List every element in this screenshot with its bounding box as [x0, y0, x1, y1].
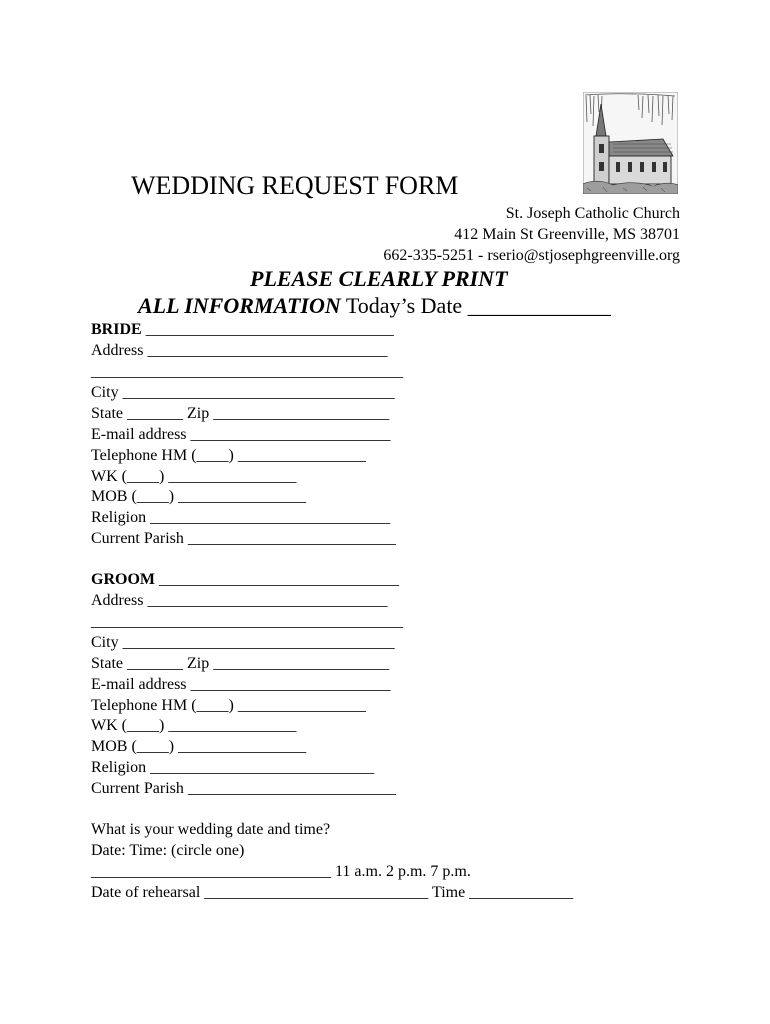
groom-work-phone-field[interactable]: WK (____) ________________ [91, 717, 297, 734]
bride-city-field[interactable]: City __________________________________ [91, 384, 395, 401]
church-illustration-icon [583, 92, 678, 194]
bride-work-phone-field[interactable]: WK (____) ________________ [91, 468, 297, 485]
bride-name-field[interactable] [91, 320, 394, 340]
instruction-line-2 [138, 293, 611, 319]
todays-date-field[interactable]: Today’s Date _____________ [340, 293, 611, 318]
groom-city-field[interactable]: City __________________________________ [91, 634, 395, 651]
bride-heading: BRIDE [91, 321, 142, 338]
church-address: 412 Main St Greenville, MS 38701 [454, 226, 680, 243]
bride-religion-field[interactable]: Religion ______________________________ [91, 509, 391, 526]
groom-email-field[interactable]: E-mail address _________________________ [91, 676, 391, 693]
groom-address-line-2[interactable]: _______________________________________ [91, 613, 403, 630]
bride-mobile-phone-field[interactable]: MOB (____) ________________ [91, 488, 307, 505]
groom-address-field[interactable]: Address ______________________________ [91, 592, 388, 609]
bride-state-zip-field[interactable]: State _______ Zip ______________________ [91, 405, 390, 422]
bride-address-line-2[interactable]: _______________________________________ [91, 363, 403, 380]
wedding-date-time-field[interactable]: ______________________________ 11 a.m. 2 p.m. 7 p.m. [91, 863, 471, 880]
instruction-emphasis: ALL INFORMATION [138, 293, 341, 318]
groom-home-phone-field[interactable]: Telephone HM (____) ________________ [91, 697, 366, 714]
groom-heading: GROOM [91, 571, 155, 588]
church-name: St. Joseph Catholic Church [505, 205, 680, 222]
groom-religion-field[interactable]: Religion ____________________________ [91, 759, 375, 776]
church-contact: 662-335-5251 - rserio@stjosephgreenville.org [383, 247, 680, 264]
bride-address-field[interactable]: Address ______________________________ [91, 342, 388, 359]
date-time-label: Date: Time: (circle one) [91, 842, 245, 859]
rehearsal-date-field[interactable]: Date of rehearsal ____________________________ Time _____________ [91, 884, 574, 901]
bride-email-field[interactable]: E-mail address _________________________ [91, 426, 391, 443]
groom-name-field[interactable] [91, 570, 399, 590]
groom-name-blank[interactable]: ______________________________ [155, 571, 399, 588]
groom-mobile-phone-field[interactable]: MOB (____) ________________ [91, 738, 307, 755]
wedding-date-question: What is your wedding date and time? [91, 821, 331, 838]
form-title: WEDDING REQUEST FORM [131, 171, 459, 200]
bride-parish-field[interactable]: Current Parish __________________________ [91, 530, 396, 547]
bride-name-blank[interactable]: _______________________________ [141, 321, 394, 338]
groom-parish-field[interactable]: Current Parish __________________________ [91, 780, 396, 797]
bride-home-phone-field[interactable]: Telephone HM (____) ________________ [91, 447, 366, 464]
instruction-line-1: PLEASE CLEARLY PRINT [250, 266, 508, 291]
groom-state-zip-field[interactable]: State _______ Zip ______________________ [91, 655, 390, 672]
